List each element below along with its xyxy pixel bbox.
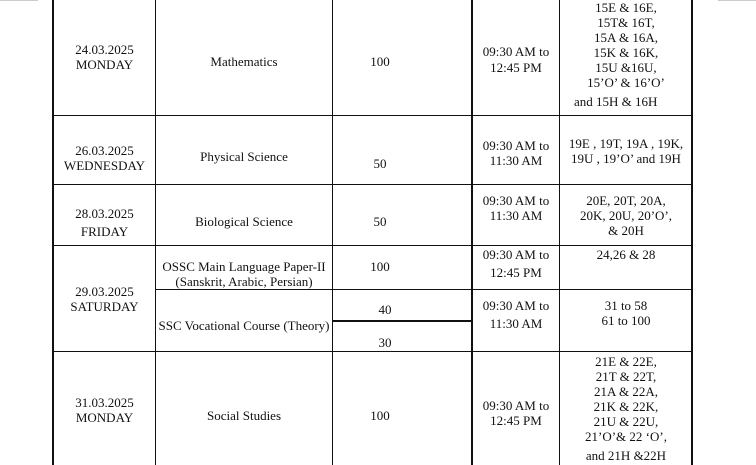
code-line: 21’O’& 22 ‘O’, — [585, 429, 667, 444]
subject-codes — [561, 193, 691, 238]
exam-date — [54, 42, 155, 72]
time-line: 12:45 PM — [490, 60, 542, 75]
code-line: 15U &16U, — [595, 60, 657, 75]
code-line: 15A & 16A, — [594, 30, 658, 45]
code-line: 24,26 & 28 — [596, 247, 656, 262]
code-line: & 20H — [608, 223, 644, 238]
row-divider — [155, 289, 693, 290]
page-edge — [0, 0, 38, 1]
grid-line — [332, 0, 333, 465]
time-line: 09:30 AM to — [482, 398, 550, 413]
subject-name — [156, 259, 332, 289]
exam-date — [54, 284, 155, 314]
day-text: MONDAY — [75, 410, 134, 425]
code-line: 15’O’ & 16’O’ — [587, 75, 665, 90]
subject-name: Biological Science — [195, 214, 293, 229]
grid-line — [155, 0, 156, 465]
row-divider — [52, 115, 693, 116]
day-text: FRIDAY — [80, 224, 129, 239]
time-line: 12:45 PM — [490, 265, 542, 280]
date-text: 29.03.2025 — [75, 284, 134, 299]
page-edge — [718, 0, 756, 1]
code-line: 21K & 22K, — [593, 399, 659, 414]
subject-codes — [561, 136, 691, 166]
full-marks: 100 — [370, 54, 390, 69]
subject-line: (Sanskrit, Arabic, Persian) — [175, 274, 313, 289]
date-text: 24.03.2025 — [75, 42, 134, 57]
code-line: 15T& 16T, — [597, 15, 655, 30]
code-line: 20E, 20T, 20A, — [586, 193, 666, 208]
exam-date — [54, 395, 155, 425]
subject-name: Mathematics — [210, 54, 278, 69]
exam-date — [54, 206, 155, 239]
time-line: 11:30 AM — [489, 316, 543, 331]
time-line: 11:30 AM — [489, 208, 543, 223]
code-line: 21T & 22T, — [595, 369, 657, 384]
date-text: 31.03.2025 — [75, 395, 134, 410]
full-marks: 40 — [378, 302, 392, 317]
time-line: 12:45 PM — [490, 413, 542, 428]
day-text: MONDAY — [75, 57, 134, 72]
exam-time — [473, 247, 559, 280]
day-text: WEDNESDAY — [63, 158, 146, 173]
grid-line — [691, 0, 693, 465]
time-line: 09:30 AM to — [482, 247, 550, 262]
subject-line: OSSC Main Language Paper-II — [162, 259, 326, 274]
full-marks: 50 — [373, 214, 387, 229]
code-line: 19U , 19’O’ and 19H — [571, 151, 681, 166]
code-line: 19E , 19T, 19A , 19K, — [568, 136, 684, 151]
subject-line: SSC Vocational Course (Theory) — [158, 318, 330, 333]
exam-time — [473, 298, 559, 331]
exam-time — [473, 44, 559, 75]
code-line: 61 to 100 — [601, 313, 651, 328]
date-text: 26.03.2025 — [75, 143, 134, 158]
full-marks: 100 — [370, 259, 390, 274]
exam-date — [54, 143, 155, 173]
grid-line — [559, 0, 560, 465]
time-line: 09:30 AM to — [482, 138, 550, 153]
row-divider — [52, 245, 693, 246]
day-text: SATURDAY — [70, 299, 139, 314]
exam-time — [473, 193, 559, 223]
full-marks: 50 — [373, 156, 387, 171]
row-divider — [332, 320, 472, 322]
subject-name: Social Studies — [206, 408, 282, 423]
code-line: 31 to 58 — [604, 298, 648, 313]
code-line: 21E & 22E, — [595, 354, 657, 369]
code-line: 15E & 16E, — [595, 0, 657, 15]
full-marks: 100 — [370, 408, 390, 423]
subject-codes — [561, 354, 691, 463]
code-line: and 15H & 16H — [574, 94, 658, 109]
row-divider — [52, 351, 693, 352]
subject-name — [156, 318, 332, 333]
time-line: 11:30 AM — [489, 153, 543, 168]
time-line: 09:30 AM to — [482, 298, 550, 313]
code-line: 15K & 16K, — [593, 45, 659, 60]
time-line: 09:30 AM to — [482, 44, 550, 59]
exam-time — [473, 138, 559, 168]
row-divider — [52, 184, 693, 185]
time-line: 09:30 AM to — [482, 193, 550, 208]
exam-time — [473, 398, 559, 428]
code-line: 21A & 22A, — [594, 384, 658, 399]
code-line: 21U & 22U, — [593, 414, 659, 429]
full-marks: 30 — [378, 335, 392, 350]
subject-name: Physical Science — [200, 149, 288, 164]
subject-codes — [561, 247, 691, 262]
code-line: 20K, 20U, 20’O’, — [579, 208, 673, 223]
date-text: 28.03.2025 — [75, 206, 134, 221]
code-line: and 21H &22H — [585, 448, 667, 463]
subject-codes — [561, 0, 691, 109]
subject-codes — [561, 298, 691, 328]
